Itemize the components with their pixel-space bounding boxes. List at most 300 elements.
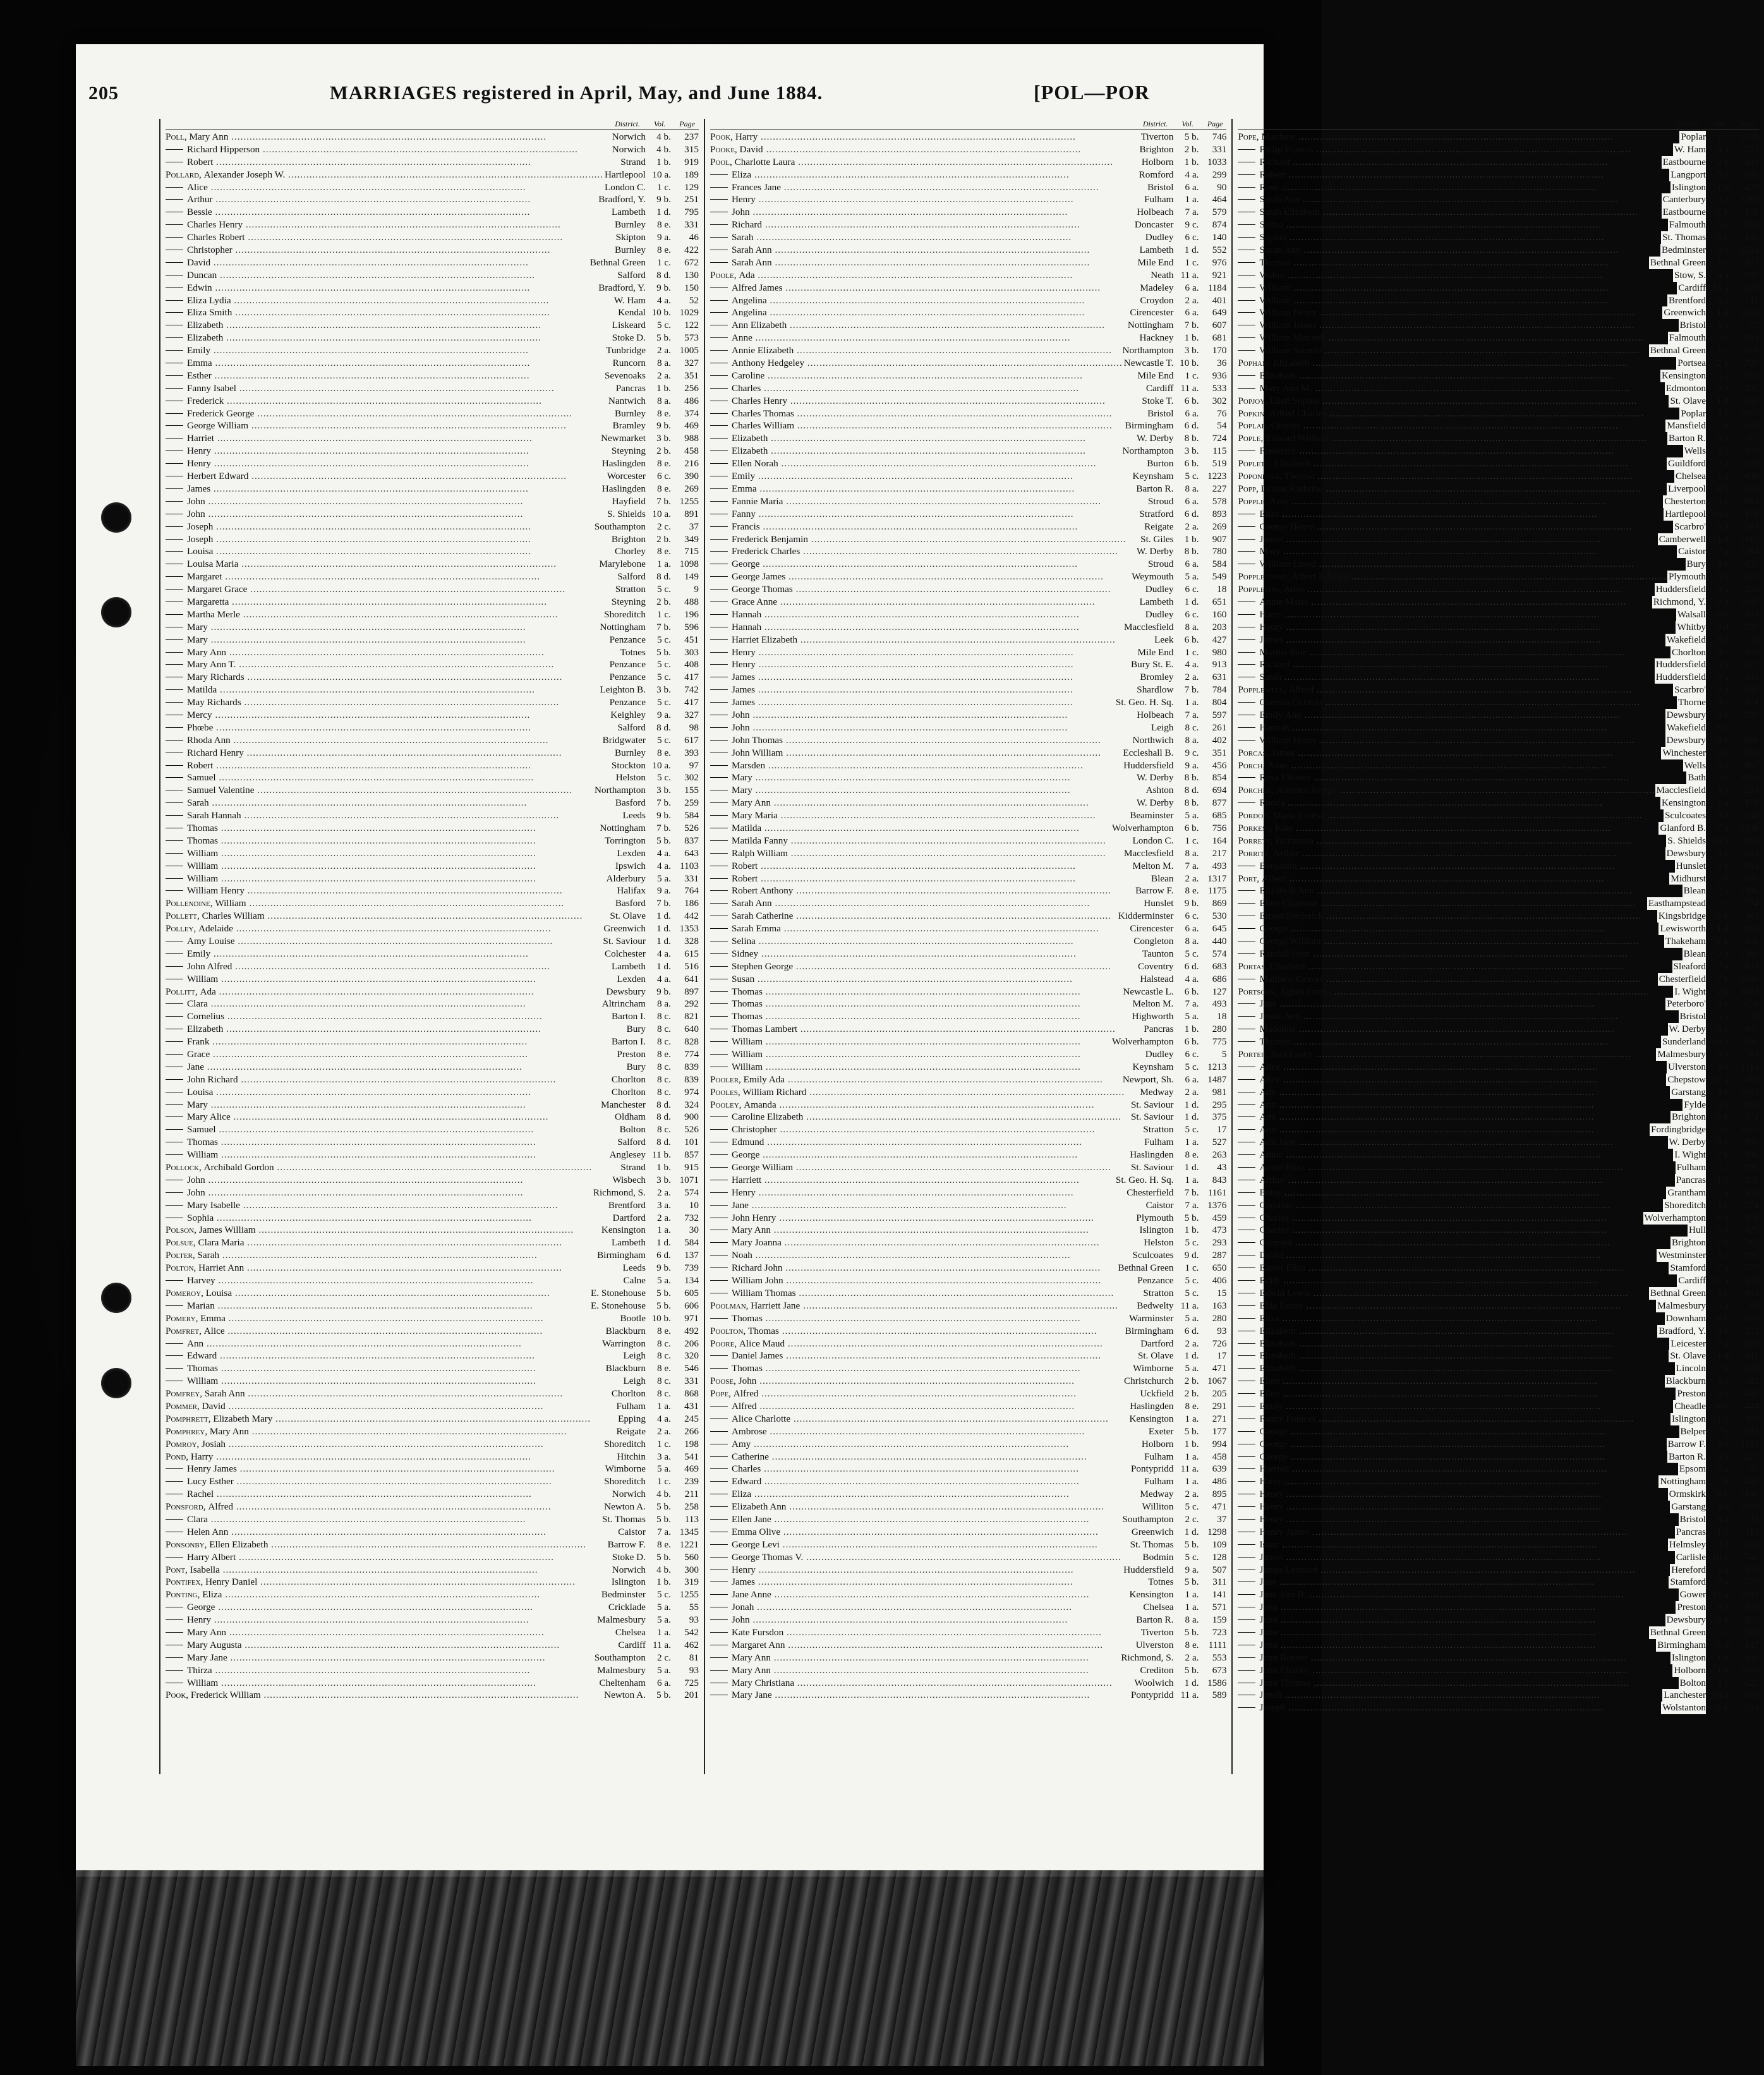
entry-volume: 5 c. <box>1185 1501 1199 1513</box>
entry-name: Angelina ..... <box>710 306 1128 319</box>
entry-page: 920 <box>1744 1602 1760 1613</box>
ditto-dash <box>1238 1393 1255 1394</box>
entry-district: Downham <box>1665 1312 1707 1324</box>
entry-volume: 1 d. <box>1184 596 1199 607</box>
entry-volume: 2 b. <box>656 445 671 457</box>
entry-volume: 7 a. <box>1185 1199 1199 1211</box>
ditto-dash <box>1238 1280 1255 1281</box>
entry-district: Dewsbury <box>1666 734 1707 746</box>
ditto-dash <box>1238 1619 1255 1620</box>
ditto-dash <box>710 1205 728 1206</box>
entry-name: Poplett, Elizabeth ..... <box>1238 457 1667 470</box>
register-entry <box>710 1111 1227 1123</box>
entry-volume: 2 b. <box>1717 358 1732 369</box>
ditto-dash <box>710 1355 728 1356</box>
register-entry <box>1238 1287 1759 1300</box>
entry-volume: 1 a. <box>1185 1589 1199 1600</box>
entry-volume: 5 c. <box>1717 332 1732 344</box>
ditto-dash <box>710 1544 728 1545</box>
ditto-dash <box>1238 1355 1255 1356</box>
entry-page: 315 <box>684 143 699 155</box>
entry-name: Marsden ..... <box>710 759 1122 772</box>
entry-district: Macclesfield <box>1124 621 1174 632</box>
entry-name: Selina ..... <box>710 935 1132 948</box>
entry-volume: 11 a. <box>1713 1275 1732 1286</box>
entry-district: Malmesbury <box>597 1614 646 1626</box>
register-entry <box>166 1111 699 1123</box>
entry-name: Henry ..... <box>166 445 610 457</box>
entry-volume: 7 a. <box>1717 1363 1732 1374</box>
entry-district: Bristol <box>1679 1513 1707 1525</box>
entry-name: Mary Maria ..... <box>710 809 1128 822</box>
entry-page: 258 <box>684 1501 699 1513</box>
register-entry <box>710 282 1227 294</box>
entry-name: Jonah ..... <box>1238 1689 1662 1702</box>
entry-name: Ellen Norah ..... <box>710 457 1145 470</box>
register-entry <box>1238 483 1759 495</box>
entry-volume: 5 a. <box>657 1275 671 1286</box>
entry-page: 351 <box>1212 747 1227 758</box>
entry-page: 416 <box>1744 282 1760 293</box>
entry-page: 976 <box>1212 257 1227 268</box>
register-entry <box>710 1388 1227 1400</box>
register-entry <box>1238 558 1759 571</box>
register-entry <box>1238 1350 1759 1362</box>
entry-surname: Pope, <box>710 1388 734 1400</box>
register-entry <box>166 344 699 357</box>
entry-name: William Samuel ..... <box>1238 344 1648 357</box>
entry-volume: 7 a. <box>1717 822 1732 833</box>
entry-district: Bradford, Y. <box>1658 1325 1707 1336</box>
entry-district: Basford <box>615 797 646 809</box>
entry-district: Lexden <box>617 973 646 984</box>
entry-district: Fulham <box>1144 1451 1174 1462</box>
entry-volume: 5 c. <box>657 320 671 331</box>
entry-name: Thomas ..... <box>710 986 1121 998</box>
entry-district: Fulham <box>1144 1476 1174 1487</box>
entry-name: John ..... <box>1238 1601 1676 1614</box>
register-entry <box>710 1224 1227 1237</box>
entry-volume: 1 d. <box>1717 923 1732 935</box>
entry-page: 1067 <box>1207 1376 1227 1387</box>
entry-name: Sarah Ann ..... <box>710 244 1139 257</box>
entry-name: Selina ..... <box>1238 219 1667 231</box>
entry-volume: 5 b. <box>1717 571 1732 583</box>
entry-volume: 8 a. <box>1185 483 1199 494</box>
ditto-dash <box>1238 1506 1255 1507</box>
register-entry <box>166 408 699 420</box>
entry-page: 1306 <box>1739 948 1760 959</box>
entry-district: Guildford <box>1668 458 1707 469</box>
entry-volume: 4 a. <box>1717 143 1732 155</box>
entry-volume: 7 b. <box>656 822 671 833</box>
entry-page: 15 <box>1749 722 1760 733</box>
entry-name: Ernest Frederick ..... <box>1238 910 1657 923</box>
entry-surname: Porter, <box>1238 1049 1271 1060</box>
entry-volume: 9 d. <box>1717 596 1732 607</box>
ditto-dash <box>710 262 728 263</box>
entry-name: Pordon, Maria Louisa ..... <box>1238 809 1664 822</box>
entry-district: Stamford <box>1670 1576 1707 1588</box>
entry-surname: Polley, <box>166 923 199 935</box>
entry-page: 526 <box>684 1124 699 1135</box>
ditto-dash <box>710 765 728 766</box>
entry-surname: Pooles, <box>710 1086 743 1098</box>
entry-name: Grace ..... <box>166 1048 615 1061</box>
ditto-dash <box>710 501 728 502</box>
entry-district: Highworth <box>1132 1011 1174 1022</box>
entry-volume: 6 a. <box>1185 408 1199 419</box>
entry-name: Pontifex, Henry Daniel ..... <box>166 1576 610 1588</box>
register-entry <box>166 483 699 495</box>
entry-surname: Portas, <box>1238 960 1271 972</box>
entry-district: Chorlton <box>611 1388 646 1400</box>
entry-volume: 3 a. <box>1717 382 1732 394</box>
register-entry <box>1238 219 1759 231</box>
entry-volume: 8 e. <box>1185 1149 1199 1161</box>
entry-district: Tunbridge <box>606 345 646 356</box>
entry-volume: 7 b. <box>1184 1187 1199 1198</box>
entry-page: 130 <box>684 269 699 281</box>
entry-district: Christchurch <box>1124 1376 1174 1387</box>
entry-volume: 6 b. <box>1184 1036 1199 1048</box>
entry-district: Norwich <box>612 1489 646 1500</box>
register-entry <box>1238 1161 1759 1174</box>
register-entry <box>166 734 699 747</box>
entry-district: Salford <box>617 269 646 281</box>
entry-volume: 4 a. <box>657 847 671 859</box>
entry-page: 488 <box>684 596 699 607</box>
entry-district: Fulham <box>616 1400 646 1412</box>
entry-name: William ..... <box>1238 294 1667 307</box>
ditto-dash <box>710 928 728 929</box>
entry-page: 1083 <box>1739 986 1760 997</box>
entry-district: Eastbourne <box>1662 207 1707 218</box>
entry-district: E. Stonehouse <box>591 1287 646 1298</box>
entry-volume: 8 e. <box>1717 1086 1732 1098</box>
register-entry <box>710 156 1227 169</box>
entry-page: 111 <box>1745 1513 1760 1525</box>
entry-volume: 11 a. <box>1713 1589 1732 1600</box>
page-header <box>88 81 1150 109</box>
register-entry <box>710 1099 1227 1111</box>
entry-page: 271 <box>1212 1413 1227 1424</box>
entry-district: Birmingham <box>1657 1639 1707 1650</box>
entry-page: 530 <box>1212 910 1227 922</box>
ditto-dash <box>710 1280 728 1281</box>
register-entry <box>166 847 699 860</box>
entry-district: Cheltenham <box>599 1677 646 1688</box>
register-entry <box>1238 395 1759 408</box>
entry-surname: Poole, <box>710 269 739 281</box>
entry-district: Pancras <box>615 382 646 394</box>
entry-name: George William ..... <box>710 1161 1130 1174</box>
entry-surname: Pook, <box>166 1690 191 1701</box>
ditto-dash <box>166 1368 183 1369</box>
register-entry <box>166 1099 699 1111</box>
entry-name: Cornelius ..... <box>166 1010 610 1023</box>
ditto-dash <box>1238 312 1255 313</box>
entry-volume: 2 c. <box>1717 747 1732 758</box>
entry-volume: 5 a. <box>657 873 671 884</box>
entry-surname: Pontifex, <box>166 1576 206 1588</box>
register-entry <box>710 1174 1227 1187</box>
entry-name: Port, Albert ..... <box>1238 873 1669 885</box>
register-entry <box>1238 1074 1759 1086</box>
entry-name: Pollitt, Ada ..... <box>166 986 605 998</box>
entry-district: St. Thomas <box>1662 232 1707 243</box>
register-entry <box>166 1551 699 1564</box>
register-entry <box>1238 445 1759 457</box>
register-entry <box>166 1539 699 1551</box>
entry-volume: 8 a. <box>657 998 671 1010</box>
entry-page: 186 <box>684 898 699 909</box>
entry-name: Poose, John ..... <box>710 1375 1123 1388</box>
register-column <box>159 119 705 1774</box>
register-entry <box>166 1212 699 1225</box>
entry-name: Sarah ..... <box>166 797 614 809</box>
column-header-district: District. <box>615 119 640 128</box>
entry-volume: 1 b. <box>1717 1664 1732 1676</box>
entry-district: Torrington <box>605 835 646 846</box>
entry-volume: 8 c. <box>657 1011 671 1022</box>
entry-surname: Pond, <box>166 1451 191 1462</box>
entry-district: Greenwich <box>603 923 646 935</box>
entry-name: George ..... <box>710 558 1147 571</box>
entry-volume: 1 d. <box>1184 1526 1199 1537</box>
register-entry <box>1238 571 1759 583</box>
ditto-dash <box>710 1318 728 1319</box>
entry-page: 685 <box>1212 810 1227 821</box>
entry-volume: 2 a. <box>657 1425 671 1437</box>
register-entry <box>166 495 699 508</box>
entry-district: Coventry <box>1137 960 1174 972</box>
entry-name: Jane Ann B. ..... <box>1238 1588 1678 1601</box>
entry-volume: 8 a. <box>657 358 671 369</box>
entry-volume: 7 b. <box>656 621 671 632</box>
register-entry <box>710 771 1227 784</box>
entry-surname: Pollard, <box>166 169 204 180</box>
entry-name: William ..... <box>166 973 615 986</box>
entry-district: Lambeth <box>1139 596 1174 607</box>
register-entry <box>1238 1463 1759 1475</box>
entry-page: 936 <box>1744 1187 1760 1198</box>
ditto-dash <box>166 777 183 778</box>
ditto-dash <box>166 388 183 389</box>
entry-name: Richard ..... <box>1238 658 1654 671</box>
entry-name: Benjamin ..... <box>1238 860 1674 873</box>
entry-page: 1165 <box>1740 533 1760 545</box>
entry-volume: 8 a. <box>657 395 671 406</box>
entry-surname: Pooley, <box>710 1099 744 1110</box>
ditto-dash <box>166 1657 183 1658</box>
entry-district: Melton M. <box>1132 860 1174 871</box>
entry-name: Sarah Elizabeth ..... <box>1238 206 1661 219</box>
register-entry <box>1238 684 1759 696</box>
entry-district: Chesterton <box>1664 495 1707 507</box>
register-entry <box>1238 294 1759 307</box>
entry-volume: 5 a. <box>1717 1300 1732 1311</box>
register-entry <box>710 558 1227 571</box>
entry-volume: 1 a. <box>1185 194 1199 205</box>
entry-page: 263 <box>1212 1149 1227 1161</box>
entry-surname: Poponessa, <box>1238 471 1284 482</box>
register-entry <box>166 684 699 696</box>
entry-volume: 8 e. <box>1717 1388 1732 1400</box>
entry-volume: 5 b. <box>656 1501 671 1513</box>
entry-volume: 7 a. <box>1717 546 1732 557</box>
entry-volume: 3 b. <box>1184 345 1199 356</box>
entry-district: Salford <box>617 1137 646 1148</box>
entry-page: 297 <box>1744 382 1760 394</box>
entry-volume: 1 b. <box>1184 533 1199 545</box>
entry-district: Plymouth <box>1136 1212 1174 1223</box>
entry-volume: 4 a. <box>657 948 671 959</box>
ditto-dash <box>1238 1343 1255 1344</box>
entry-volume: 1 d. <box>656 960 671 972</box>
entry-name: Matilda ..... <box>710 822 1111 835</box>
register-entry <box>1238 1451 1759 1463</box>
entry-volume: 9 b. <box>656 1262 671 1274</box>
entry-district: Eastbourne <box>1662 156 1707 167</box>
entry-name: David ..... <box>1238 1249 1657 1262</box>
entry-name: Elizabeth Ann ..... <box>710 1501 1141 1513</box>
entry-volume: 9 b. <box>656 420 671 432</box>
entry-page: 18 <box>1217 1011 1227 1022</box>
entry-name: John Henry ..... <box>710 1212 1135 1225</box>
entry-page: 606 <box>684 1300 699 1311</box>
entry-page: 936 <box>1212 370 1227 381</box>
entry-page: 408 <box>684 659 699 670</box>
entry-name: Amy Louise ..... <box>166 935 601 948</box>
ditto-dash <box>710 1657 728 1658</box>
entry-surname: Pomphrett, <box>166 1413 214 1424</box>
entry-volume: 8 d. <box>656 1111 671 1123</box>
register-entry <box>710 143 1227 156</box>
entry-volume: 7 b. <box>1717 1425 1732 1437</box>
entry-district: Chorley <box>615 546 646 557</box>
entry-volume: 9 a. <box>1717 659 1732 670</box>
entry-district: Epsom <box>1679 1463 1707 1475</box>
entry-name: Portsous, Agnes Emma ..... <box>1238 986 1673 998</box>
entry-district: Bury <box>626 1024 646 1035</box>
register-entry <box>1238 885 1759 897</box>
entry-volume: 4 b. <box>656 1564 671 1575</box>
entry-district: Doncaster <box>1134 219 1174 231</box>
entry-page: 90 <box>1217 181 1227 193</box>
entry-volume: 9 c. <box>1717 697 1732 708</box>
entry-district: Penzance <box>609 634 646 645</box>
register-entry <box>710 1639 1227 1652</box>
entry-name: Caroline ..... <box>710 370 1137 382</box>
entry-district: St. Saviour <box>1130 1099 1174 1110</box>
entry-name: Polsue, Clara Maria ..... <box>166 1237 610 1249</box>
entry-district: Pancras <box>1676 1526 1707 1537</box>
entry-district: Halifax <box>617 885 646 897</box>
entry-name: Thomas ..... <box>166 1362 605 1375</box>
entry-volume: 5 c. <box>1185 1124 1199 1135</box>
entry-volume: 1 d. <box>656 923 671 935</box>
entry-district: Ipswich <box>615 860 646 871</box>
register-entry <box>710 1513 1227 1526</box>
entry-district: Barrow F. <box>607 1539 646 1550</box>
entry-district: W. Derby <box>1136 433 1174 444</box>
entry-page: 77 <box>1749 320 1760 331</box>
register-entry <box>1238 332 1759 344</box>
entry-name: Ellen ..... <box>1238 1388 1676 1400</box>
register-entry <box>710 470 1227 483</box>
entry-name: Charles ..... <box>1238 1212 1643 1225</box>
entry-volume: 4 b. <box>656 143 671 155</box>
register-entry <box>710 1249 1227 1262</box>
register-entry <box>166 545 699 558</box>
entry-name: John ..... <box>166 1187 592 1199</box>
entry-surname: Popjoy, <box>1238 395 1270 406</box>
entry-district: Blackburn <box>1665 1376 1707 1387</box>
entry-volume: 8 e. <box>1185 1400 1199 1412</box>
register-entry <box>166 923 699 935</box>
entry-page: 458 <box>684 445 699 457</box>
entry-volume: 5 b. <box>1184 1626 1199 1638</box>
entry-surname: Pollitt, <box>166 986 200 997</box>
entry-name: Emily ..... <box>710 470 1132 483</box>
entry-page: 81 <box>689 1652 699 1663</box>
register-entry <box>1238 1588 1759 1601</box>
entry-page: 848 <box>1744 1388 1760 1400</box>
entry-district: Haslingden <box>1130 1149 1174 1161</box>
entry-district: Liskeard <box>612 320 646 331</box>
ditto-dash <box>166 1016 183 1017</box>
entry-volume: 1 b. <box>1717 181 1732 193</box>
entry-page: 1306 <box>1739 885 1760 897</box>
entry-page: 988 <box>684 433 699 444</box>
entry-surname: Pople, <box>1238 433 1266 444</box>
entry-name: William ..... <box>166 860 614 873</box>
register-entry <box>710 1400 1227 1413</box>
register-entry <box>710 1689 1227 1702</box>
entry-page: 1221 <box>679 1539 699 1550</box>
register-entry <box>166 873 699 885</box>
entry-volume: 8 e. <box>657 458 671 469</box>
entry-page: 227 <box>1212 483 1227 494</box>
entry-name: Easter Eliza ..... <box>1238 1262 1669 1274</box>
ditto-dash <box>710 727 728 728</box>
entry-page: 907 <box>1212 533 1227 545</box>
entry-page: 774 <box>1744 898 1760 909</box>
entry-page: 837 <box>684 835 699 846</box>
register-entry <box>710 1199 1227 1212</box>
entry-name: Poplar, Charles ..... <box>1238 420 1665 432</box>
entry-page: 302 <box>1212 395 1227 406</box>
entry-page: 155 <box>684 785 699 796</box>
entry-district: Brighton <box>1672 1237 1707 1249</box>
register-entry <box>710 646 1227 659</box>
entry-page: 859 <box>1744 1614 1760 1626</box>
entry-volume: 2 b. <box>1717 156 1732 167</box>
entry-page: 111 <box>1745 294 1760 306</box>
entry-volume: 2 b. <box>1184 143 1199 155</box>
entry-page: 957 <box>1744 269 1760 281</box>
entry-page: 179 <box>1744 797 1760 809</box>
entry-volume: 10 b. <box>651 307 671 318</box>
entry-page: 732 <box>684 1212 699 1223</box>
entry-page: 425 <box>1744 1225 1760 1236</box>
entry-page: 83 <box>1749 1049 1760 1060</box>
ditto-dash <box>710 639 728 640</box>
entry-volume: 5 c. <box>1717 169 1732 180</box>
entry-name: George William ..... <box>166 420 612 432</box>
register-entry <box>1238 1501 1759 1513</box>
